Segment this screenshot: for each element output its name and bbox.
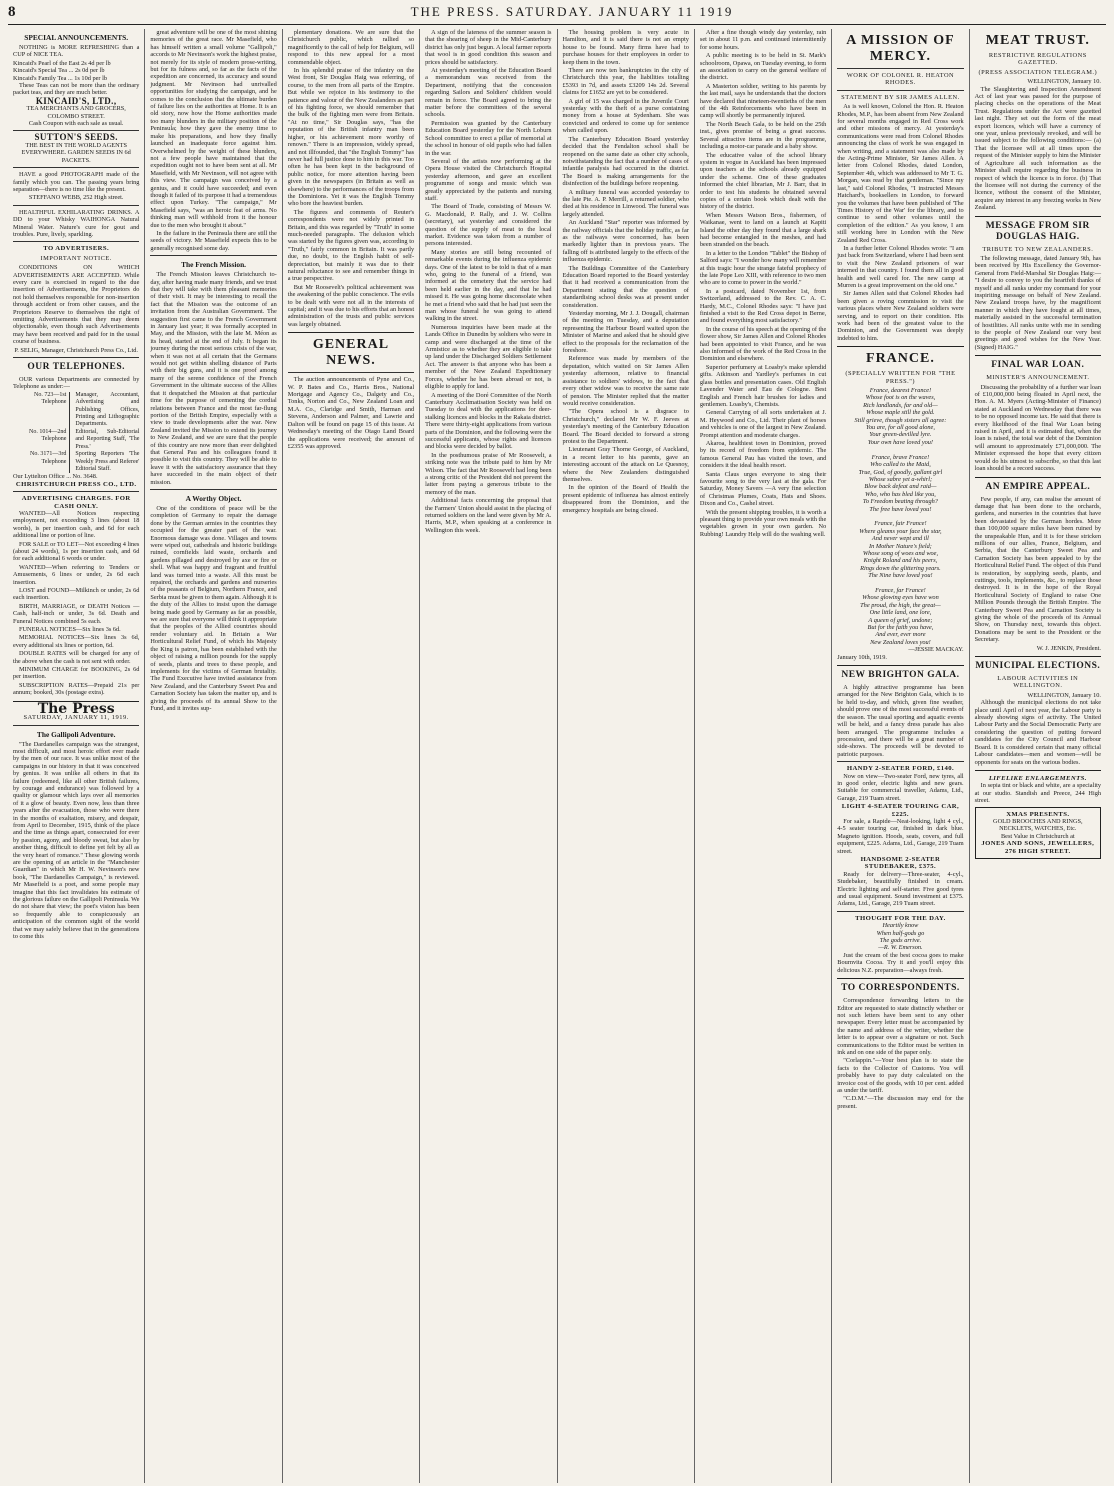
news-item: When Messrs Watson Bros., fishermen, of Waikanae, went to land on a launch at Kapiti Island the other day they found that a large shark had become entangled in the meshes, and had been stranded on the beach. xyxy=(699,211,827,249)
divider xyxy=(837,346,963,347)
divider xyxy=(837,911,963,912)
kincaids-sub: TEA MERCHANTS AND GROCERS, COLOMBO STREET. xyxy=(26,105,126,120)
phone-department: Manager, Accountant, Advertising and Publishing Offices, Printing and Lithographic Departments. xyxy=(75,391,140,428)
correspondents-heading: TO CORRESPONDENTS. xyxy=(841,983,960,994)
france-date: January 10th, 1919. xyxy=(837,653,887,661)
xmas-heading: XMAS PRESENTS. xyxy=(1006,810,1070,818)
worthy-object-text: One of the conditions of peace will be the completion of Germany to repair the damage done by the German armies in the countries they occupied for the greater part of the war. Enormous damage was done. Villages and towns were wiped out, cathedrals and historic buildings ruined, cornfields laid waste, orchards and gardens pillaged and destroyed by axe or fire or shell. What was happy and fragrant and fruitful land was turned into a waste. All this must be repaired, the orchards and gardens and nurseries of the peasants of Belgium, Northern France, and Serbia must be given to them again. Although it is the duty of the Allies to insist upon the damage being made good by Germany as far as possible, we are sure that everyone will think it appropriate that the peoples of the Allied countries should render voluntary aid. In Britain a War Horticultural Relief Fund, of which his Majesty the King is patron, has been established with the object of raising a million pounds for the supply of seeds, plants and trees to these people, and implements for the victims of German brutality. The Fund Executive have invited assistance from New Zealand, and the Canterbury Sweet Pea and Carnation Society has taken the matter up, and is giving the proceeds of its annual Show to the Fund, and it invites sup- xyxy=(150,504,277,712)
charge-item: LOST and FOUND—Milkinch or under, 2s 6d each insertion. xyxy=(13,587,140,602)
news-item: Several of the artists now performing at the Opera House visited the Christchurch Hospital yesterday afternoon, and gave an excellent programme of songs and music which was greatly appreciated by the patients and nursing staff. xyxy=(425,157,552,202)
paper-title: The Press xyxy=(37,700,115,717)
war-loan-sub: MINISTER'S ANNOUNCEMENT. xyxy=(986,374,1090,382)
news-item: An Auckland "Star" reporter was informed by the railway officials that the holiday traffic, as far as the railways were concerned, has been markedly lighter than in previous years. The falling off is attributed largely to the effects of the influenza epidemic. xyxy=(562,219,689,264)
thought-poem: Heartily know When half-gods go The gods arrive. —R. W. Emerson. xyxy=(876,922,925,952)
company-name: CHRISTCHURCH PRESS CO., LTD. xyxy=(15,480,137,488)
news-item: In a postcard, dated November 1st, from Switzerland, addressed to the Rev. C. A. C. Hardy, M.C., Colonel Rhodes says: "I have just finished a visit to the Red Cross depot in Berne, and found everything most satisfactory." xyxy=(699,287,827,325)
xmas-ad xyxy=(975,807,1101,859)
general-news-heading: GENERAL NEWS. xyxy=(312,337,390,369)
divider xyxy=(13,241,139,242)
tea-ad: NOTHING is MORE REFRESHING than a CUP of NICE TEA. xyxy=(13,44,140,59)
editorial-para: In his splendid praise of the infantry on the West front, Sir Douglas Haig was referring, of course, to the men from all parts of the Empire. But while we rejoice in his testimony to the patience and valour of the New Zealanders as part of his fighting force, we should remember that the bulk of the fighting men were from Britain. "At no time," Sir Douglas says, "has the reputation of the British infantry man been higher, or his achievement more worthy of renown." There is an impression, widely spread, and not illfounded, that "the English Tommy" has never had full justice done to him in this war. Too often he has been kept in the background of public notice, for more attention having been given in the newspapers (in Britain as well as elsewhere) to the performances of the troops from the Dominions. Yet it was the English Tommy who bore the heaviest burden. xyxy=(287,67,415,208)
tea-price-line: Kincaid's Special Tea ... 2s 0d per lb xyxy=(13,67,105,75)
correspondent-reply: "Corlappin."—Your best plan is to state the facts to the Collector of Customs. You will probably have to pay duty calculated on the invoice cost of the goods, with 10 per cent. added as under the tariff. xyxy=(837,1057,964,1094)
french-mission-text: The French Mission leaves Christchurch to-day, after having made many friends, and we trust that they will take with them pleasant memories of their visit. It may be interesting to recall the fact that the Mission was the outcome of an invitation from the Australian Government. The suggestion first came to the French Government in January last year; it was formally accepted in May, and the Mission, with the late M. Méon as its head, started at the end of July. It began its journey during the most serious crisis of the war, when it was not at all certain that the Germans would not get within shelling distance of Paris with their big guns, and it is one proof among many of the serene confidence of the French Government in the ultimate success of the Allies that it despatched the Mission at that particular time for the purpose of cementing the cordial relations between France and the most far-flung portion of the British Empire, especially with a view to trade developments after the war. New Zealand invited the Mission to extend its journey to New Zealand, and we are sure that the people of this country are now more than ever delighted that General Pau and his colleagues found it possible to visit this country. They will be able to leave it with the satisfactory assurance that they have succeeded in the main object of their mission. xyxy=(150,271,277,486)
thought-heading: THOUGHT FOR THE DAY. xyxy=(855,914,946,922)
editorial-para: The figures and comments of Reuter's correspondents were not widely printed in Britain, and this was regarded by "Truth" in some much-needed paragraphs. The delusion which was started by the figures given was, according to "Truth," fairly common in Britain. It was partly due, no doubt, to the English habit of self-depreciation, but mainly it was due to their natural reluctance to see and remember things in a true perspective. xyxy=(287,208,415,283)
thought-text: Just the cream of the best cocoa goes to make Bournvita Cocoa. Try it and you'll enjoy this delicious N.Z. preparation—always fresh. xyxy=(837,951,964,974)
press-association: (PRESS ASSOCIATION TELEGRAM.) xyxy=(978,68,1098,76)
correspondents-text: Correspondence forwarding letters to the Editor are requested to state distinctly whether or not such letters have been sent to any other newspaper. Every letter must be accompanied by the name and address of the writer, whether the letter is to appear over a signature or not. Such communications to the Editor must be written in ink and on one side of the paper only. xyxy=(837,997,964,1056)
news-item: A public meeting is to be held in St. Mark's schoolroom, Opawa, on Tuesday evening, to form an association to carry on the general welfare of the district. xyxy=(699,52,827,82)
news-item: The Canterbury Education Board yesterday decided that the Fendalton school shall be reopened on the same date as other city schools, notwithstanding the fact that a number of cases of infantile paralysis had occurred in the district. The Board is making arrangements for the disinfection of the buildings before reopening. xyxy=(562,135,689,188)
column-1 xyxy=(8,29,145,1483)
advertisers-heading: TO ADVERTISERS. xyxy=(43,245,110,253)
lifelike-text: In sepia tint or black and white, are a speciality at our studio. Standish and Preece, 244 High street. xyxy=(974,782,1101,805)
car-ad-text: For sale, a Rapide—Neat-looking, light 4 cyl., 4-5 seater touring car, finished in dark blue. Magneto ignition. Hoods, seats, covers, and full equipment, £225. Adams, Ltd., Garage, 219 Tuam street. xyxy=(837,817,964,855)
suttons-text: THE BEST IN THE WORLD AGENTS EVERYWHERE. GARDEN SEEDS IN 6d PACKETS. xyxy=(21,141,131,164)
photographer: STEFFANO WEBB, 252 High street. xyxy=(28,194,124,202)
special-announcements-heading: SPECIAL ANNOUNCEMENTS. xyxy=(24,33,129,42)
divider xyxy=(13,205,139,206)
news-item: The Board of Trade, consisting of Messrs W. G. Macdonald, P. Rally, and J. W. Collins (secretary), sat yesterday and considered the question of the supply of meat to the local market. Evidence was taken from a number of persons interested. xyxy=(425,203,552,248)
gala-heading: NEW BRIGHTON GALA. xyxy=(841,670,960,681)
news-item: At yesterday's meeting of the Education Board a memorandum was received from the Department, notifying that the concession regarding Sailors and Soldiers' children would remain in force. The Board agreed to bring the matter before the committees of the several schools. xyxy=(425,67,552,119)
column-6 xyxy=(695,29,832,1483)
news-item: In a letter to the London "Tablet" the Bishop of Salford says: "I wonder how many will remember at this tragic hour the strange fateful prophecy of the late Pope Leo XIII, with reference to two men who are to come to power in the world." xyxy=(699,249,827,287)
charges-heading: ADVERTISING CHARGES. FOR CASH ONLY. xyxy=(21,495,131,510)
lyttelton-office: Our Lyttelton Office ... No. 3648. xyxy=(13,473,98,481)
divider xyxy=(975,216,1101,217)
correspondent-reply: "C.D.M."—The discussion may end for the present. xyxy=(837,1095,964,1110)
gallipoli-closing: In the failure in the Peninsula there are still the seeds of victory. Mr Masefield expects this to be generally recognised some day. xyxy=(150,229,277,252)
phone-row xyxy=(13,451,139,473)
kincaids-coupon: Cash Coupon with each sale as usual. xyxy=(28,120,124,128)
france-sub: (SPECIALLY WRITTEN FOR "THE PRESS.") xyxy=(845,370,956,385)
haig-sub: TRIBUTE TO NEW ZEALANDERS. xyxy=(982,245,1094,253)
tea-note: These Teas can not be more than the ordinary packet teas, and they are much better. xyxy=(13,82,140,97)
news-item: Santa Claus urges everyone to sing their favourite song to the very last at the gala. For Saturday, Money Savers —A very fine selection of Christmas Plumes, Coats, Hats and Shoes. Dixon and Co., Cashel street. xyxy=(699,470,827,508)
phone-department: Sporting Reporters 'The Weekly Press and Referee' Editorial Staff. xyxy=(75,451,140,472)
divider xyxy=(150,255,276,256)
phone-row xyxy=(13,429,139,451)
war-loan-heading: FINAL WAR LOAN. xyxy=(991,360,1085,371)
france-author: —JESSIE MACKAY. xyxy=(908,646,964,654)
editorial-para: plementary donations. We are sure that the Christchurch public, which rallied so magnificently to the call of help for Belgium, will respond to this new appeal for a most commendable object. xyxy=(287,29,415,66)
editorial-para: But Mr Roosevelt's political achievement was the awakening of the public conscience. The evils to be dealt with were not all in the interests of capital; and it was due to his efforts that an honest administration of the trusts and public services was largely obtained. xyxy=(287,283,415,328)
news-item: Akaroa, healthiest town in Dominion, proved by its record of freedom from epidemic. The famous General Pau has visited the town, and considers it the ideal health resort. xyxy=(699,439,827,470)
suttons-name: SUTTON'S SEEDS. xyxy=(34,132,118,143)
news-item: A military funeral was accorded yesterday to the late Pte. A. P. Merrill, a returned soldier, who died at his residence in Linwood. The funeral was largely attended. xyxy=(562,188,689,218)
news-item: Reference was made by members of the deputation, which waited on Sir James Allen yesterday afternoon, relative to financial assistance to soldiers' widows, to the fact that every other widow was to receive the same rate of pension. The Minister replied that the matter would receive consideration. xyxy=(562,355,689,407)
charge-item: SUBSCRIPTION RATES—Prepaid 21s per annum; booked, 30s (postage extra). xyxy=(13,681,140,697)
news-item: A Masterton soldier, writing to his parents by the last mail, says he understands that the doctors have declared that nineteen-twentieths of the men of the 4th Reinforcements who have been in camp will shortly be permanently injured. xyxy=(699,82,827,120)
divider xyxy=(13,491,139,492)
paper-date: SATURDAY, JANUARY 11, 1919. xyxy=(23,714,129,722)
divider xyxy=(975,656,1101,657)
charge-item: FUNERAL NOTICES—Six lines 3s 6d. xyxy=(19,626,121,634)
news-item: The North Beach Gala, to be held on the 25th inst., gives promise of being a great success. Several attractive items are in the programme, including a motor-car parade and a baby show. xyxy=(699,120,827,151)
charge-item: WANTED—All Notices respecting employment, not exceeding 3 lines (about 18 words), is per insertion cash, and 6d for each additional line or portion of line. xyxy=(13,509,140,540)
empire-appeal-text: Few people, if any, can realise the amount of damage that has been done to the orchards, gardens, and nurseries in the countries that have been devastated by the German hordes. More than 100,000 square miles have been ruined by the unspeakable Hun, and it is for these stricken millions of our allies, France, Belgium, and Serbia, that the Canterbury Sweet Pea and Carnation Society has been appealed to by the Horticultural Relief Fund. The object of this Fund is restoration, by supplying seeds, plants, and cuttings, tools, implements, &c., to replace those destroyed. It is in the hope of the Royal Horticultural Society of England to raise One Million Pounds through the British Empire. The Canterbury Sweet Pea and Carnation Society is giving the whole of the proceeds of its Annual Show, on Thursday next, towards this object. Donations may be sent to the President or the Secretary. xyxy=(974,495,1101,644)
car-ad-heading: HANDY 2-SEATER FORD, £140. xyxy=(846,765,955,773)
tea-price-line: Kincaid's Pearl of the East 2s 4d per lb xyxy=(13,59,111,67)
news-item: Numerous inquiries have been made at the Lands Office in Dunedin by soldiers who were in camp and were discharged at the time of the Armistice as to whether they are eligible to take up land under the Discharged Soldiers Settlement Act. The answer is that anyone who has been a member of the New Zealand Expeditionary Forces, whether he has been abroad or not, is eligible to apply for land. xyxy=(425,323,552,391)
news-item: The housing problem is very acute in Hamilton, and it is said there is not an empty house to be found. Many firms have had to purchase houses for their employees in order to keep them in the town. xyxy=(562,29,689,66)
phone-number: No. 1014—2nd Telephone xyxy=(29,428,67,443)
france-poem: France, dearest France! Whose foot is on the waves, Rich landlands, far and old— Whose maple still the gold. Still grieve, though sisters all agree: You are, for all good alone, Your green-devilled lyre. Your own have loved you! France, brave France! Who called to the Maid, True, God, of goodly, gallant girl Whose sabre yet a-whirl; Blow back defeat and raid— Who, who has bled like you, To Freedom beating through? The free have loved you! France, fair France! Where gleams your face the star, And never wept and ill In Mother Nature's field; Whose song of woes and woe, Knight Roland and his peers, Rings down the glittering years. The Nine have loved you! France, far France! Whose glowing eyes have won The proud, the high, the great— One little land, one lore, A queen of grief, undone; But for the faith you have, And ever, ever more New Zealand loves you! xyxy=(854,387,947,646)
news-item: After a fine though windy day yesterday, rain set in about 11 p.m. and continued intermittently for some hours. xyxy=(699,29,827,51)
xmas-best: Best Value in Christchurch at xyxy=(1000,832,1075,840)
news-item: General Carrying of all sorts undertaken at J. M. Heywood and Co., Ltd. Their plant of horses and vehicles is one of the largest in New Zealand. Prompt attention and moderate charges. xyxy=(699,409,827,439)
xmas-firm: JONES AND SONS, JEWELLERS, 276 HIGH STREET. xyxy=(981,840,1095,855)
news-item: Superior perfumery at Loasby's make splendid gifts. Atkinson and Yardley's perfumes in cut glass bottles and presentation cases. Old English Lavender Water and Eau de Cologne. Best English and French hair brushes for ladies and gentlemen. Loasby's, Chemists. xyxy=(699,363,827,408)
xmas-text: GOLD BROOCHES AND RINGS, NECKLETS, WATCHES, Etc. xyxy=(993,817,1083,833)
kincaids-name: KINCAID'S, LTD., xyxy=(35,95,117,106)
phone-number: No. 723—1st Telephone xyxy=(34,391,67,406)
news-item: The Buildings Committee of the Canterbury Education Board reported to the Board yesterday that it had received a communication from the Department stating that the question of standardising school desks was at present under consideration. xyxy=(562,264,689,309)
phone-number: No. 3171—3rd Telephone xyxy=(30,451,67,465)
page-number: 8 xyxy=(8,4,16,20)
dateline: WELLINGTON, January 10. xyxy=(1027,691,1101,699)
drink-ad: HEALTHFUL EXHILARATING DRINKS. A DD to your Whisky WAIHONGA Natural Mineral Water. Nature's cure for gout and troubles. Pure, lively, sparkling. xyxy=(13,208,140,238)
war-loan-text: Discussing the probability of a further war loan of £10,000,000 being floated in April next, the Hon. A. M. Myers (Acting-Minister of Finance) stated at Auckland on Wednesday that there was to be no opposed income tax. He said that there is every likelihood of the final War Loan being raised in April, and it is estimated that, when the loan is raised, the total war debt of the Dominion will amount to approximately £71,000,000. The Minister expressed the hope that every citizen would do his utmost to subscribe, so that this last loan should be a record success. xyxy=(974,383,1101,473)
news-item: There are now ten bankruptcies in the city of Christchurch this year, the liabilities totalling £5393 in 7d, and assets £3209 14s 2d. Several claims for £1652 are yet to be considered. xyxy=(562,67,689,97)
statement-heading: STATEMENT BY SIR JAMES ALLEN. xyxy=(841,93,960,101)
divider xyxy=(837,978,963,979)
gala-text: A highly attractive programme has been arranged for the New Brighton Gala, which is to be held to-day, and which, given fine weather, should prove one of the most successful events of the season. The usual sporting and aquatic events will be held, and a fancy dress parade has also been arranged. The programme includes a procession, and there will be a great number of side-shows. The proceeds will be devoted to patriotic purposes. xyxy=(837,684,964,758)
charge-item: WANTED—When referring to Tenders or Amusements, 6 lines or under, 2s 6d each insertion. xyxy=(13,563,140,586)
meat-trust-heading: MEAT TRUST. xyxy=(985,33,1090,48)
car-ad-heading: LIGHT 4-SEATER TOURING CAR, £225. xyxy=(841,803,960,818)
notice-heading: IMPORTANT NOTICE. xyxy=(40,254,112,262)
news-item: With the present shipping troubles, it is worth a pleasant thing to provide your own meals with the vegetables grown in your own garden. No Rubbing! Laundry Help will do the washing well. xyxy=(699,508,827,538)
charge-item: BIRTH, MARRIAGE, or DEATH Notices —Cash, half-inch or under, 3s 6d. Death and Funeral Notices combined 5s each. xyxy=(13,602,140,625)
column-3 xyxy=(283,29,420,1483)
charge-item: FOR SALE or TO LET—Not exceeding 4 lines (about 24 words), 1s per insertion cash, and 6d for each additional 6 words or under. xyxy=(13,540,140,563)
divider xyxy=(150,489,276,490)
charge-item: MEMORIAL NOTICES—Six lines 3s 6d, every additional six lines or portion, 6d. xyxy=(13,634,140,649)
haig-heading: MESSAGE FROM SIR DOUGLAS HAIG. xyxy=(985,220,1090,242)
news-item: The educative value of the school library system in vogue in Auckland has been impressed upon teachers at the schools already equipped under the scheme. One of these graduates informed the chief librarian, Mr J. Barr, that in order to test his students he obtained several copies of a certain book which dealt with the history of the district. xyxy=(699,151,827,211)
phone-department: Editorial, Sub-Editorial and Reporting Staff, 'The Press.' xyxy=(75,428,140,450)
meat-trust-sub: RESTRICTIVE REGULATIONS GAZETTED. xyxy=(988,52,1087,67)
conditions-text: CONDITIONS ON WHICH ADVERTISEMENTS ARE ACCEPTED. While every care is exercised in regard to the due insertion of Advertisements, the Proprietors do not hold themselves responsible for non-insertion through accident or from other causes, and the Proprietors Reserve to themselves the right of omitting Advertisements that they may deem objectionable, even though such Advertisements may have been received and paid for in the usual course of business. xyxy=(13,264,140,346)
municipal-sub: LABOUR ACTIVITIES IN WELLINGTON. xyxy=(997,675,1079,690)
charge-item: DOUBLE RATES will be charged for any of the above when the cash is not sent with order. xyxy=(13,650,140,665)
divider xyxy=(288,332,414,333)
mission-text: As is well known, Colonel the Hon. R. Heaton Rhodes, M.P., has been absent from New Zealand for several months engaged in Red Cross work and other missions of mercy. At yesterday's communications were read from Colonel Rhodes announcing the class of work he was engaged in when writing, and a statement was also made by the Acting-Prime Minister, Sir James Allen. A letter from Colonel Rhodes, dated London, September 4th, which was addressed to Mr T. G. Morgan, was read by that gentleman. "Since my last," said Colonel Rhodes, "I instructed Messrs Hatchard's, booksellers in London, to forward you the volumes that have been published of 'The Times History of the War' for the library, and to continue to send other volumes until the completion of the edition." As you know, I am still working here in London with the New Zealand Red Cross. xyxy=(837,103,964,244)
divider xyxy=(837,68,963,69)
worthy-object-heading: A Worthy Object. xyxy=(185,493,242,503)
car-ad-text: Ready for delivery—Three-seater, 4-cyl., Studebaker, beautifully finished in cream. Electric lighting and self-starter. Five good tyres and usual equipment. Sound investment at £375. Adams, Ltd., Garage, 219 Tuam street. xyxy=(837,870,964,908)
divider xyxy=(975,770,1101,771)
divider xyxy=(13,130,139,131)
phone-row xyxy=(13,392,139,429)
mission-text: In a further letter Colonel Rhodes wrote: "I am just back from Switzerland, where I had been sent to visit the New Zealand prisoners of war interned in that country. I found them all in good health and well cared for. The new camp at Murren is a great improvement on the old one." xyxy=(837,244,964,289)
column-8 xyxy=(970,29,1106,1483)
news-item: A sign of the lateness of the summer season is that the shearing of sheep in the Mid-Canterbury district has only just begun. A local farmer reports that wool is in good condition this season and prices should be satisfactory. xyxy=(425,29,552,66)
divider xyxy=(837,90,963,91)
divider xyxy=(13,167,139,168)
meat-trust-text: The Slaughtering and Inspection Amendment Act of last year was passed for the purpose of placing checks on the operations of the Meat Trust. Regulations under the Act were gazetted last night. They set out the form of the meat export licences, which will have a currency of one year, unless previously revoked, and will be issued subject to the following conditions:— (a) That the licensee will at all times upon the request of the Minister supply to him the Minister of Agriculture all such information as the Minister shall require regarding the business in respect of which the licence is in force. (b) That the licensee will not during the currency of the licence, without the consent of the Minister, acquire any interest in any freezing works in New Zealand. xyxy=(974,85,1101,212)
masthead-title: THE PRESS. SATURDAY. JANUARY 11 1919 xyxy=(410,4,734,19)
lifelike-heading: LIFELIKE ENLARGEMENTS. xyxy=(988,774,1087,782)
empire-appeal-heading: AN EMPIRE APPEAL. xyxy=(985,481,1091,492)
column-4 xyxy=(420,29,557,1483)
gallipoli-heading: The Gallipoli Adventure. xyxy=(36,729,116,739)
gallipoli-text: "The Dardanelles campaign was the strangest, most difficult, and most heroic effort ever made by the men of our race. It was unlike most of the campaigns in our history in that it was conceived by genius. It was unlike all others in that its failure (redeemed, like all other British failures, by courage and endurance) was followed by a quality or glamour which lays over all memories of it a glow of beauty. Even now, less than three years after the evacuation, those who were there in the months of exaltation, misery, and despair, from April to December, 1915, think of the place and the time as things apart, consecrated for ever by passion, agony, and bloody sweat, but also by another thing, difficult to define yet felt by all as the very heart of romance." These glowing words are the opening of an article in the "Manchester Guardian" in which Mr H. W. Nevinson's new book, "The Dardanelles Campaign," is reviewed. Mr Masefield is a poet, and some people may imagine that this fact invalidates his estimate of the glorious failure on the Gallipoli Peninsula. We do not share that view; the poet's vision has been so frequently able to conspicuously an anticipation of the common sight of the world that we may safely believe that in the generations to come this xyxy=(13,740,140,941)
france-heading: FRANCE. xyxy=(866,351,935,367)
masthead xyxy=(8,4,1106,25)
car-ad-heading: HANDSOME 2-SEATER STUDEBAKER, £375. xyxy=(860,856,941,871)
tea-price-list xyxy=(13,60,139,82)
divider xyxy=(837,761,963,762)
divider xyxy=(13,357,139,358)
news-item: Additional facts concerning the proposal that the Farmers' Union should assist in the placing of returned soldiers on the land were given by Mr A. Harris, M.P., when speaking at a conference in Wellington this week. xyxy=(425,497,552,534)
french-mission-heading: The French Mission. xyxy=(181,260,247,270)
divider xyxy=(975,355,1101,356)
divider xyxy=(13,725,139,726)
news-item: Lieutenant Gray Thorne George, of Auckland, in a recent letter to his parents, gave an interesting account of the attack on Le Quesnoy, where the New Zealanders distinguished themselves. xyxy=(562,446,689,483)
news-item: In the opinion of the Board of Health the present epidemic of influenza has almost entirely disappeared from the Dominion, and the emergency hospitals are being closed. xyxy=(562,484,689,514)
general-news-text: The auction announcements of Pyne and Co., W. P. Bates and Co., Harris Bros., National Mortgage and Agency Co., Dalgety and Co., Tonks, Norton and Co., New Zealand Loan and M.A. Co., Claridge and Smith, Harman and Stevens, Anderson and Palmer, and Lawrie and Dalton will be found on page 15 of this issue. At Wednesday's meeting of the Otago Land Board the applications were received; the amount of £2355 was approved. xyxy=(287,376,415,450)
divider xyxy=(288,372,414,373)
haig-text: The following message, dated January 9th, has been received by His Excellency the Governor-General from Field-Marshal Sir Douglas Haig:— "I desire to convey to you the heartfelt thanks of myself and all ranks under my command for your inspiriting message on behalf of New Zealand. New Zealand troops have, by the magnificent manner in which they have fought at all times, materially assisted in the successful termination of hostilities. All ranks unite with me in sending to the people of New Zealand our very best greetings and good wishes for the New Year. (Signed) HAIG." xyxy=(974,254,1101,351)
news-item: Many stories are still being recounted of remarkable events during the influenza epidemic days. One of the latest to be told is that of a man who, going to the funeral of a friend, was informed at the cemetery that the service had been held earlier in the day, and that he had missed it. He was going home disconsolate when he met a friend who said that he had just seen the man whose funeral he was going to attend walking in the street. xyxy=(425,248,552,323)
news-item: In the posthumous praise of Mr Roosevelt, a striking note was the tribute paid to him by Mr Wilson. The fact that Mr Roosevelt had long been a strong critic of the President did not prevent the latter from paying a generous tribute to the memory of the man. xyxy=(425,451,552,496)
news-item: Permission was granted by the Canterbury Education Board yesterday for the North Loburn School committee to erect a pillar of memorial at the school in honour of old pupils who had fallen in the war. xyxy=(425,119,552,157)
telephones-heading: OUR TELEPHONES. xyxy=(27,362,125,373)
news-item: A meeting of the Doré Committee of the North Canterbury Acclimatisation Society was held on Tuesday to deal with the applications for deer-stalking licences and blocks in the Rakaia district. There were thirty-eight applications from various parts of the Dominion, and the following were the successful applicants, whose rights and licences and blocks were decided by ballot. xyxy=(425,391,552,451)
mission-heading: A MISSION OF MERCY. xyxy=(846,33,955,64)
photo-ad: HAVE a good PHOTOGRAPH made of the family which you can. The passing years bring separation—there is no time like the present. xyxy=(13,171,140,193)
tea-price-line: Kincaid's Family Tea ... 1s 10d per lb xyxy=(13,74,107,82)
dateline: WELLINGTON, January 10. xyxy=(1027,78,1101,86)
appeal-signature: W. J. JENKIN, President. xyxy=(1036,644,1101,652)
gallipoli-continued: great adventure will be one of the most shining memories of the great race. Mr Masefield, who has himself written a small volume "Gallipoli," accords to Mr Nevinson's work the highest praise, not merely for its style of modern prose-writing, but for its fulness and, so far as the facts of the expedition are concerned, its accuracy and sound judgment. Mr Nevinson had unrivalled opportunities for studying the campaign, and he comes to the conclusion that the ultimate burden of failure lies on the authorities at Home. It is an old story, now how the Home authorities made too many blunders in the military position of the Peninsula; how they gave the enemy time to make his preparations, and how they finally launched an inadequate force against him. Overwhelmed by the weight of these blunders, not a few people have maintained that the expedition ought not to have been sent at all. Mr Masefield, with Mr Nevinson, will not agree with this view. The campaign was conceived by a genius, and it could have succeeded; and even though it failed of its purpose it had a tremendous effect upon Turkey. "The campaign," Mr Masefield says, "was an heroic feat of arms. No thinking man will withhold from it the honour due to the men who brought it about." xyxy=(150,29,277,229)
divider xyxy=(837,665,963,666)
news-item: "The Opera school is a disgrace to Christchurch," declared Mr W. F. Jeeves at yesterday's meeting of the Canterbury Education Board. The Board decided to forward a strong protest to the Department. xyxy=(562,408,689,445)
manager-signature: P. SELIG, Manager, Christchurch Press Co., Ltd. xyxy=(14,346,138,354)
municipal-heading: MUNICIPAL ELECTIONS. xyxy=(975,661,1101,672)
news-item: In the course of his speech at the opening of the flower show, Sir James Allen and Colonel Rhodes had been appointed to visit France, and he was also informed of the work of the Red Cross in the Dominion and elsewhere. xyxy=(699,325,827,363)
car-ad-text: Now on view—Two-seater Ford, new tyres, all in good order, electric lights and new gears. Suitable for commercial traveller, Adams, Ltd., Garage, 219 Tuam street. xyxy=(837,772,964,802)
municipal-text: Although the municipal elections do not take place until April of next year, the Labour party is already showing signs of activity. The United Labour Party and the Social Democratic Party are considering the question of putting forward candidates for the City Council and Harbour Board. It is considered certain that many official Labour candidates—men and women—will be opponents for seats on the various bodies. xyxy=(974,699,1101,766)
column-5 xyxy=(558,29,695,1483)
telephones-intro: OUR various Departments are connected by Telephone as under:— xyxy=(13,376,140,391)
mission-text: Sir James Allen said that Colonel Rhodes had been given a roving commission to visit the various places where New Zealand soldiers were serving, and to report on their condition. His work had been of the greatest value to the Dominion, and the Government was deeply indebted to him. xyxy=(837,290,964,342)
column-2 xyxy=(145,29,282,1483)
divider xyxy=(975,477,1101,478)
mission-sub: WORK OF COLONEL R. HEATON RHODES. xyxy=(846,72,955,87)
charge-item: MINIMUM CHARGE for BOOKING, 2s 6d per insertion. xyxy=(13,666,140,681)
news-item: A girl of 15 was charged in the Juvenile Court yesterday with the theft of a purse containing money from a house at Sydenham. She was convicted and ordered to come up for sentence when called upon. xyxy=(562,97,689,135)
news-item: Yesterday morning, Mr J. J. Dougall, chairman of the meeting on Tuesday, and a deputation representing the Harbour Board waited upon the Minister of Marine and asked that he should give effect to the proposals for the reclamation of the foreshore. xyxy=(562,310,689,355)
column-7 xyxy=(832,29,969,1483)
columns xyxy=(8,29,1106,1483)
